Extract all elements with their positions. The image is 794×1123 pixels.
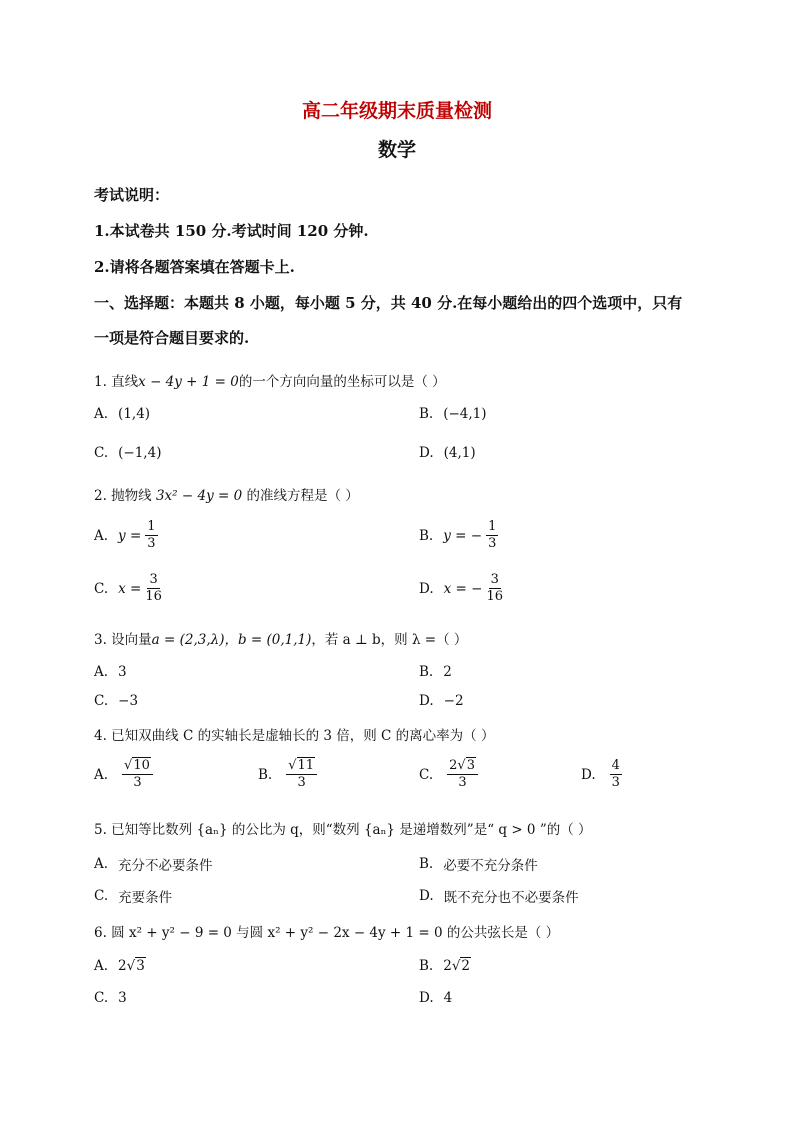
question-3-stem: 3. 设向量a = (2,3,λ)，b = (0,1,1)，若 a ⊥ b，则 λ =（ ） bbox=[94, 632, 468, 648]
option-6c[interactable]: C. 3 bbox=[94, 990, 127, 1006]
question-5-stem: 5. 已知等比数列 {aₙ} 的公比为 q，则“数列 {aₙ} 是递增数列”是“ q > 0 ”的（ ） bbox=[94, 822, 592, 838]
option-1b[interactable]: B. (−4,1) bbox=[419, 406, 487, 422]
subject-title: 数学 bbox=[377, 139, 416, 161]
option-6d[interactable]: D. 4 bbox=[419, 990, 453, 1006]
section-heading-line2: 一项是符合题目要求的. bbox=[94, 329, 250, 347]
option-2d[interactable]: D. x = − $\frac{3}{16}$ bbox=[419, 572, 504, 604]
option-4a[interactable]: A. $\frac{√10}{3}$ bbox=[94, 758, 153, 791]
instruction-item: 2.请将各题答案填在答题卡上. bbox=[94, 258, 295, 276]
option-1a[interactable]: A. (1,4) bbox=[94, 406, 151, 422]
instructions-heading: 考试说明： bbox=[94, 186, 170, 204]
option-5b[interactable]: B. 必要不充分条件 bbox=[419, 856, 538, 874]
option-5d[interactable]: D. 既不充分也不必要条件 bbox=[419, 888, 579, 906]
question-2-equation: 3x² − 4y = 0 bbox=[155, 488, 243, 504]
question-4-stem: 4. 已知双曲线 C 的实轴长是虚轴长的 3 倍，则 C 的离心率为（ ） bbox=[94, 728, 495, 744]
instruction-item: 1.本试卷共 150 分.考试时间 120 分钟. bbox=[94, 222, 369, 240]
option-4b[interactable]: B. $\frac{√11}{3}$ bbox=[258, 758, 317, 791]
option-2a[interactable]: A. y = $\frac{1}{3}$ bbox=[94, 519, 156, 551]
section-heading-line1: 一、选择题：本题共 8 小题，每小题 5 分，共 40 分.在每小题给出的四个选项中，只有 bbox=[94, 294, 683, 312]
question-6-stem: 6. 圆 x² + y² − 9 = 0 与圆 x² + y² − 2x − 4y + 1 = 0 的公共弦长是（ ） bbox=[94, 925, 560, 941]
option-4c[interactable]: C. $\frac{2√3}{3}$ bbox=[419, 758, 478, 791]
question-3-vectors: a = (2,3,λ)，b = (0,1,1) bbox=[151, 632, 312, 648]
option-6b[interactable]: B. 2 √2 bbox=[419, 958, 471, 974]
option-3d[interactable]: D. −2 bbox=[419, 693, 464, 709]
option-3b[interactable]: B. 2 bbox=[419, 664, 452, 680]
option-1d[interactable]: D. (4,1) bbox=[419, 445, 476, 461]
question-1-equation: x − 4y + 1 = 0 bbox=[138, 374, 239, 390]
option-1c[interactable]: C. (−1,4) bbox=[94, 445, 162, 461]
question-1-stem: 1. 直线x − 4y + 1 = 0的一个方向向量的坐标可以是（ ） bbox=[94, 374, 446, 390]
option-5c[interactable]: C. 充要条件 bbox=[94, 888, 173, 906]
question-2-stem: 2. 抛物线 3x² − 4y = 0 的准线方程是（ ） bbox=[94, 488, 359, 504]
option-4d[interactable]: D. $\frac{4}{3}$ bbox=[581, 758, 620, 790]
option-2b[interactable]: B. y = − $\frac{1}{3}$ bbox=[419, 519, 497, 551]
option-3a[interactable]: A. 3 bbox=[94, 664, 127, 680]
exam-title: 高二年级期末质量检测 bbox=[301, 100, 492, 122]
option-6a[interactable]: A. 2 √3 bbox=[94, 958, 145, 974]
option-5a[interactable]: A. 充分不必要条件 bbox=[94, 856, 213, 874]
option-2c[interactable]: C. x = $\frac{3}{16}$ bbox=[94, 572, 162, 604]
option-3c[interactable]: C. −3 bbox=[94, 693, 139, 709]
